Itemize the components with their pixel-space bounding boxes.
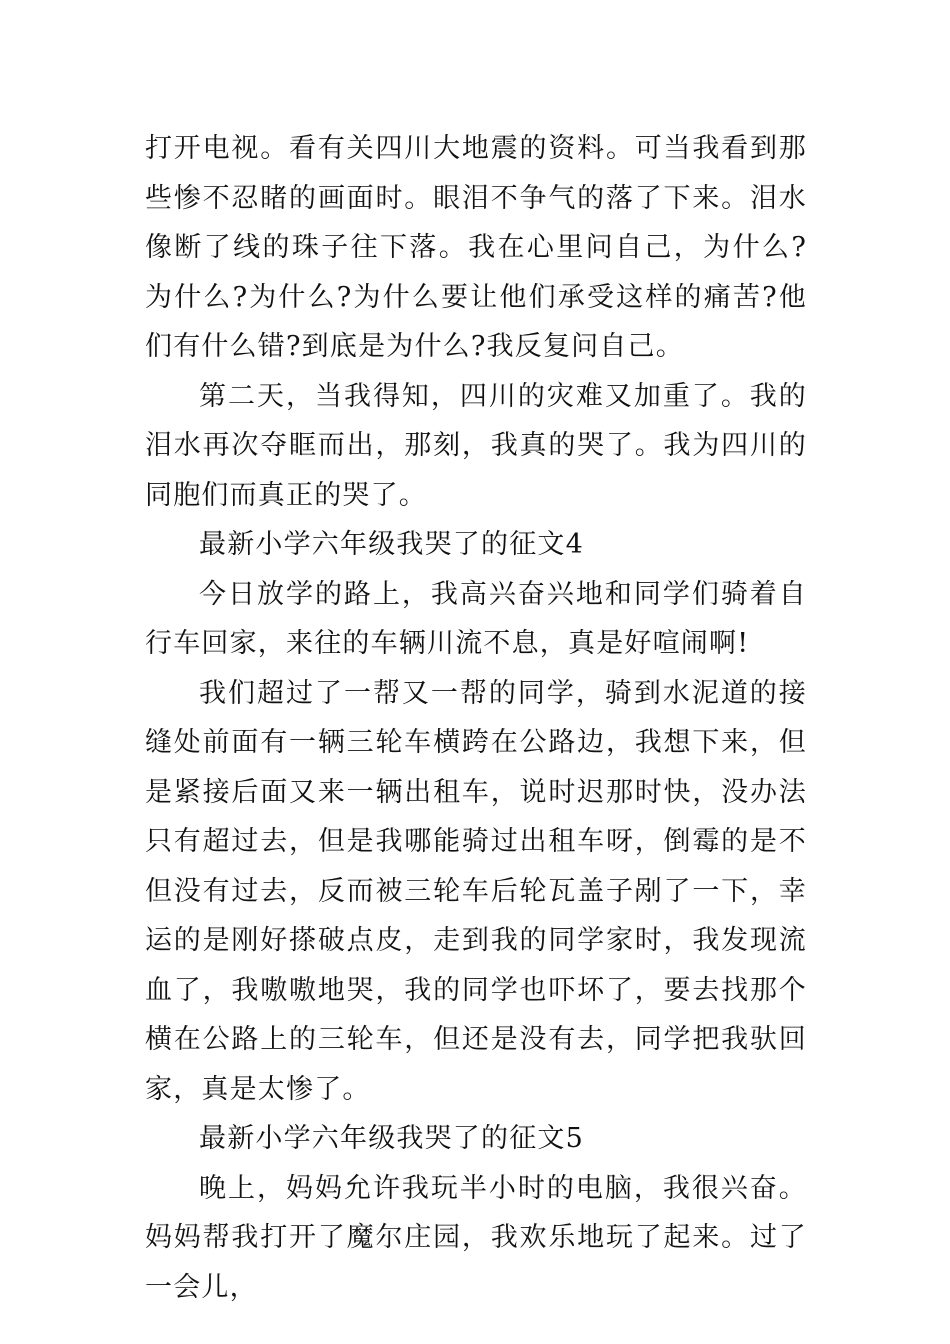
- essay-title-5: 最新小学六年级我哭了的征文5: [199, 1123, 584, 1154]
- paragraph-evening: 晚上，妈妈允许我玩半小时的电脑，我很兴奋。妈妈帮我打开了魔尔庄园，我欢乐地玩了起来。过了一会儿，: [145, 1172, 807, 1303]
- paragraph-second-day: 第二天，当我得知，四川的灾难又加重了。我的泪水再次夺眶而出，那刻，我真的哭了。我为四川的同胞们而真正的哭了。: [145, 380, 807, 511]
- document-body: [145, 124, 807, 1312]
- essay-title-4: 最新小学六年级我哭了的征文4: [199, 529, 584, 560]
- paragraph-continued: 打开电视。看有关四川大地震的资料。可当我看到那些惨不忍睹的画面时。眼泪不争气的落了下来。泪水像断了线的珠子往下落。我在心里问自己，为什么?为什么?为什么?为什么要让他们承受这样的痛苦?他们有什么错?到底是为什么?我反复问自己。: [145, 133, 807, 362]
- paragraph-accident: 我们超过了一帮又一帮的同学，骑到水泥道的接缝处前面有一辆三轮车横跨在公路边，我想下来，但是紧接后面又来一辆出租车，说时迟那时快，没办法只有超过去，但是我哪能骑过出租车呀，倒霉的是不但没有过去，反而被三轮车后轮瓦盖子剐了一下，幸运的是刚好搽破点皮，走到我的同学家时，我发现流血了，我嗷嗷地哭，我的同学也吓坏了，要去找那个横在公路上的三轮车，但还是没有去，同学把我驮回家，真是太惨了。: [145, 677, 807, 1105]
- paragraph-after-school: 今日放学的路上，我高兴奋兴地和同学们骑着自行车回家，来往的车辆川流不息，真是好喧闹啊!: [145, 578, 807, 659]
